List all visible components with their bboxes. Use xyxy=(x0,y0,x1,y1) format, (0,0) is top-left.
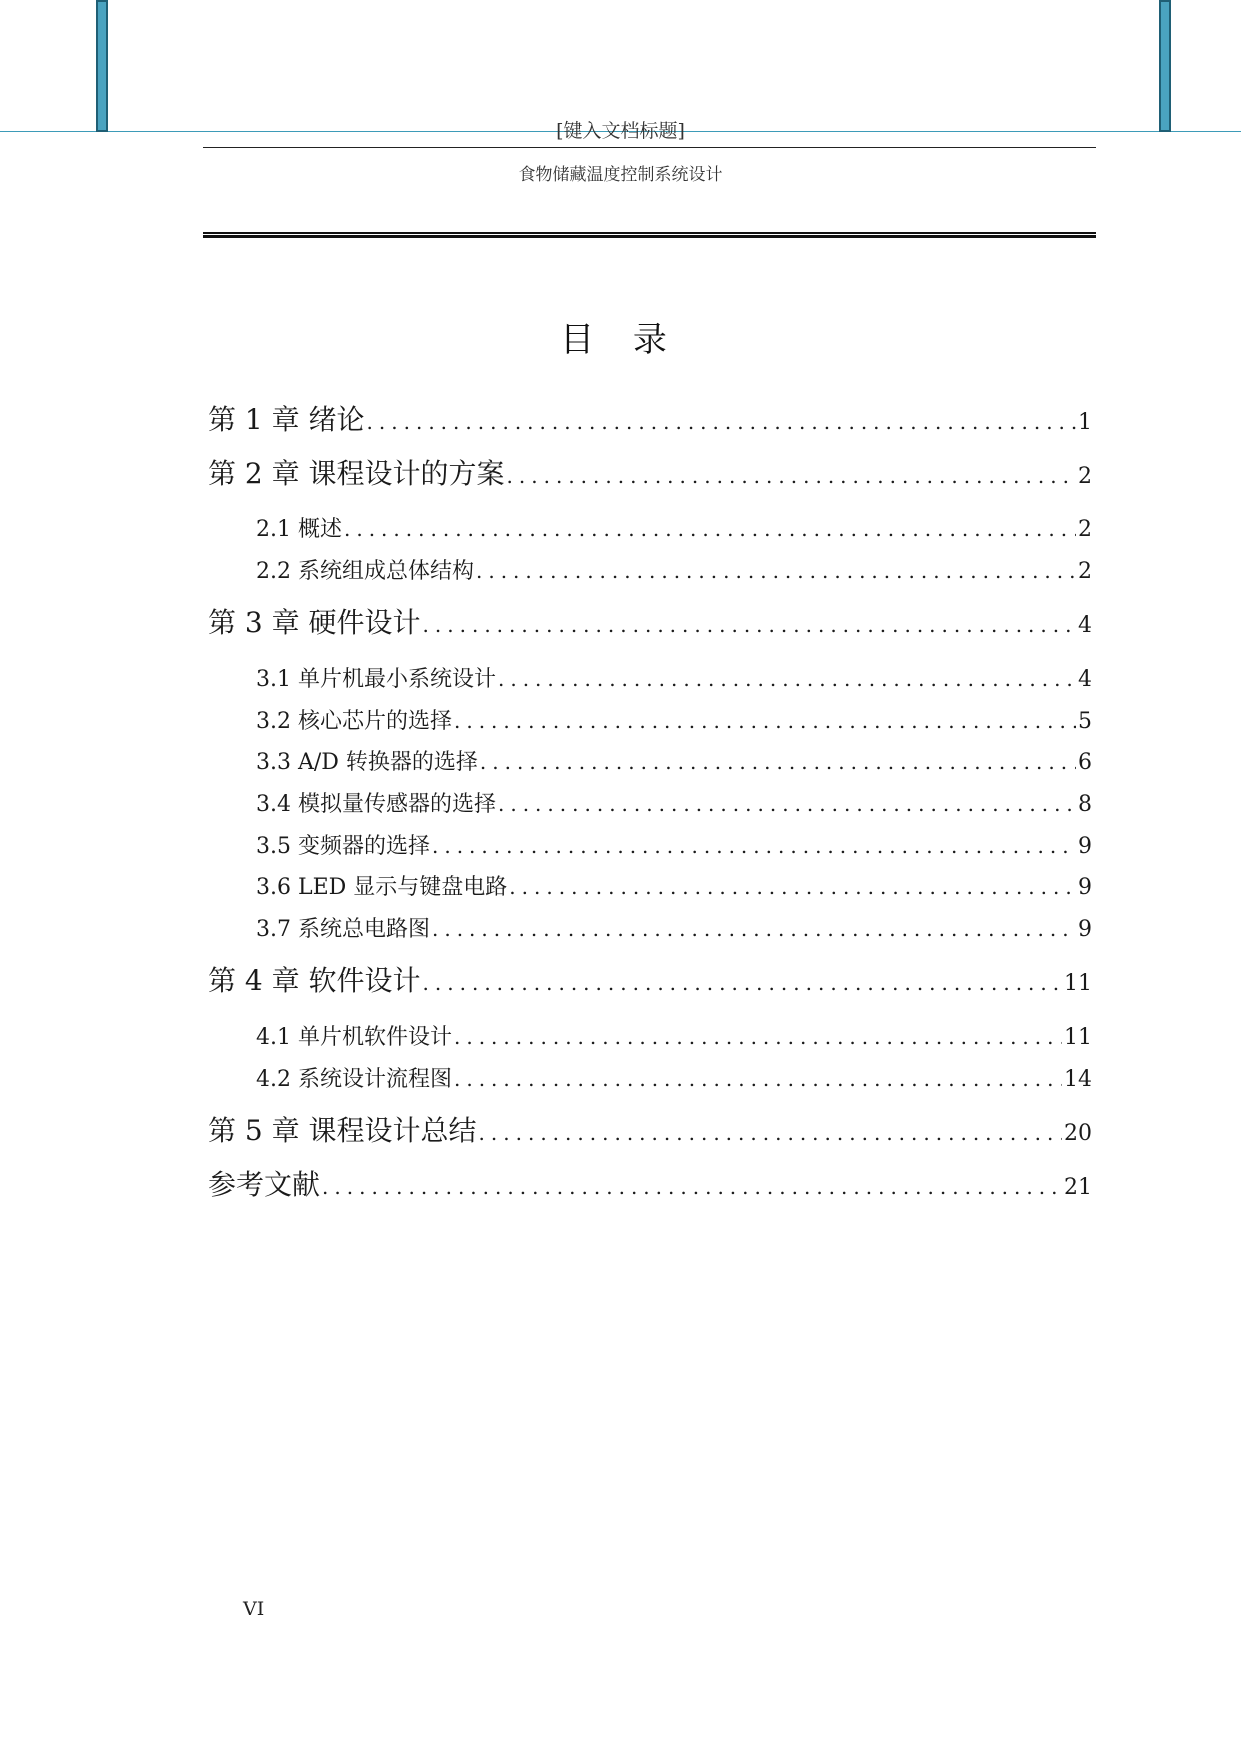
toc-entry-page: 14 xyxy=(1064,1067,1092,1092)
toc-entry-page: 4 xyxy=(1078,613,1092,638)
toc-entry-page: 20 xyxy=(1064,1121,1092,1146)
toc-entry-page: 9 xyxy=(1078,875,1092,900)
page-number: VI xyxy=(243,1598,265,1620)
toc-dot-leader xyxy=(454,1062,1062,1096)
toc-entry[interactable] xyxy=(256,787,1092,821)
toc-entry-label: 3.7 系统总电路图 xyxy=(256,917,430,942)
toc-entry-page: 9 xyxy=(1078,834,1092,859)
running-header-title: 食物储藏温度控制系统设计 xyxy=(518,165,723,185)
toc-entry-label: 3.6 LED 显示与键盘电路 xyxy=(256,875,508,900)
toc-entry-page: 2 xyxy=(1078,517,1092,542)
toc-entry-page: 11 xyxy=(1064,971,1092,996)
toc-entry[interactable] xyxy=(208,400,1092,440)
toc-entry-label: 3.1 单片机最小系统设计 xyxy=(256,667,496,692)
header-rule xyxy=(203,147,1096,148)
toc-entry-label: 参考文献 xyxy=(208,1168,321,1201)
toc-entry[interactable] xyxy=(256,554,1092,588)
toc-entry[interactable] xyxy=(208,454,1092,494)
toc-dot-leader xyxy=(322,1167,1062,1205)
toc-entry[interactable] xyxy=(256,704,1092,738)
toc-entry-label: 第 5 章 课程设计总结 xyxy=(208,1114,477,1147)
header-double-rule xyxy=(203,232,1096,238)
toc-entry-page: 2 xyxy=(1078,464,1092,489)
toc-heading: 目 录 xyxy=(560,320,681,360)
toc-entry-page: 9 xyxy=(1078,917,1092,942)
toc-dot-leader xyxy=(479,1113,1062,1151)
toc-dot-leader xyxy=(432,912,1076,946)
toc-dot-leader xyxy=(509,870,1076,904)
toc-entry[interactable] xyxy=(208,1111,1092,1151)
toc-dot-leader xyxy=(367,402,1076,440)
toc-entry-label: 4.2 系统设计流程图 xyxy=(256,1067,452,1092)
toc-entry-label: 3.4 模拟量传感器的选择 xyxy=(256,792,496,817)
toc-entry-page: 6 xyxy=(1078,750,1092,775)
toc-dot-leader xyxy=(498,787,1076,821)
toc-dot-leader xyxy=(423,963,1062,1001)
toc-entry-page: 11 xyxy=(1064,1025,1092,1050)
toc-entry[interactable] xyxy=(256,745,1092,779)
toc-entry[interactable] xyxy=(256,1020,1092,1054)
toc-entry[interactable] xyxy=(256,870,1092,904)
toc-dot-leader xyxy=(507,456,1076,494)
toc-entry[interactable] xyxy=(208,1165,1092,1205)
toc-entry-page: 1 xyxy=(1078,410,1092,435)
toc-dot-leader xyxy=(498,662,1076,696)
toc-entry-page: 8 xyxy=(1078,792,1092,817)
toc-entry[interactable] xyxy=(256,662,1092,696)
toc-entry-label: 第 1 章 绪论 xyxy=(208,403,365,436)
toc-entry[interactable] xyxy=(208,961,1092,1001)
toc-dot-leader xyxy=(344,512,1076,546)
right-decorative-tab xyxy=(1159,0,1171,132)
toc-entry-label: 4.1 单片机软件设计 xyxy=(256,1025,452,1050)
toc-entry[interactable] xyxy=(208,603,1092,643)
toc-dot-leader xyxy=(432,829,1076,863)
toc-entry[interactable] xyxy=(256,512,1092,546)
toc-entry-page: 4 xyxy=(1078,667,1092,692)
toc-dot-leader xyxy=(454,704,1076,738)
toc-entry-page: 5 xyxy=(1078,709,1092,734)
left-decorative-tab xyxy=(96,0,108,132)
toc-entry-label: 第 4 章 软件设计 xyxy=(208,964,421,997)
document-title-placeholder[interactable]: [键入文档标题] xyxy=(556,120,685,142)
toc-entry-label: 2.2 系统组成总体结构 xyxy=(256,559,474,584)
toc-entry-label: 3.5 变频器的选择 xyxy=(256,834,430,859)
toc-entry-page: 21 xyxy=(1064,1175,1092,1200)
toc-entry-label: 3.2 核心芯片的选择 xyxy=(256,709,452,734)
toc-dot-leader xyxy=(476,554,1076,588)
toc-entry-label: 2.1 概述 xyxy=(256,517,342,542)
toc-dot-leader xyxy=(423,605,1076,643)
toc-entry-label: 第 3 章 硬件设计 xyxy=(208,606,421,639)
toc-entry[interactable] xyxy=(256,829,1092,863)
toc-dot-leader xyxy=(480,745,1076,779)
toc-entry-label: 3.3 A/D 转换器的选择 xyxy=(256,750,478,775)
toc-entry-label: 第 2 章 课程设计的方案 xyxy=(208,457,505,490)
toc-entry-page: 2 xyxy=(1078,559,1092,584)
toc-dot-leader xyxy=(454,1020,1062,1054)
toc-entry[interactable] xyxy=(256,912,1092,946)
toc-entry[interactable] xyxy=(256,1062,1092,1096)
